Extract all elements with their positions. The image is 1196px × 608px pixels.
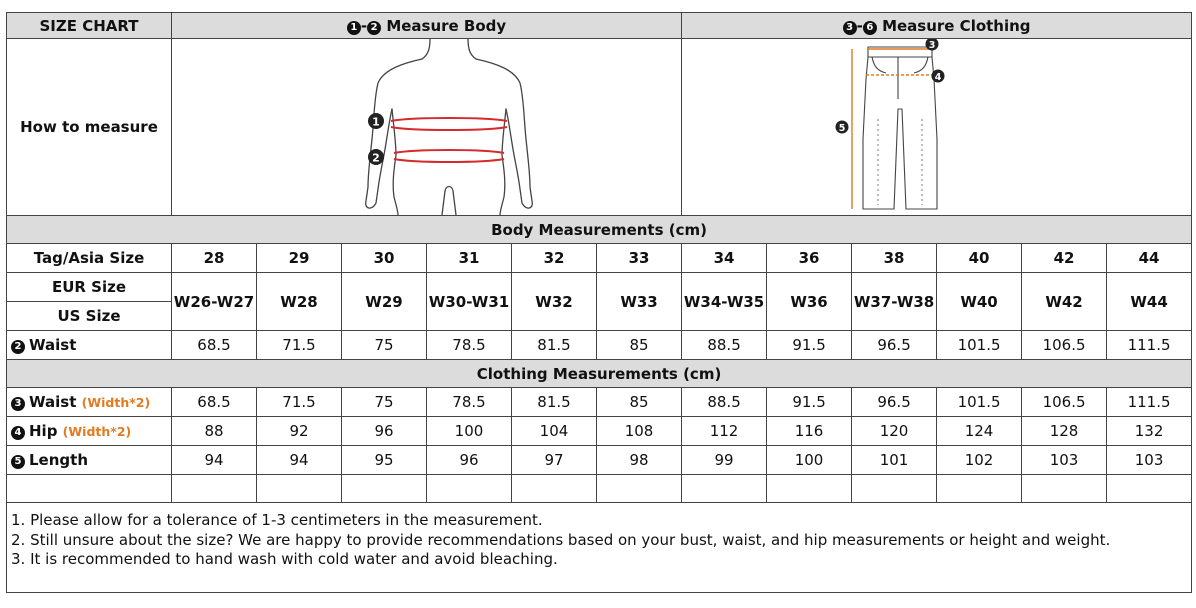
clothing-illustration-cell xyxy=(682,39,1192,216)
clothing-hip-value: 128 xyxy=(1022,417,1107,446)
eur-us-size-cell: W30-W31 xyxy=(427,273,512,331)
clothing-waist-value: 68.5 xyxy=(172,388,257,417)
tag-size-cell: 38 xyxy=(852,244,937,273)
clothing-length-row xyxy=(7,446,1192,475)
marker-icon: 2 xyxy=(11,340,25,354)
clothing-hip-value: 132 xyxy=(1107,417,1192,446)
how-to-measure-row xyxy=(7,39,1192,216)
clothing-waist-value: 101.5 xyxy=(937,388,1022,417)
tag-size-cell: 42 xyxy=(1022,244,1107,273)
clothing-hip-row xyxy=(7,417,1192,446)
clothing-hip-value: 92 xyxy=(257,417,342,446)
note-item: 3. It is recommended to hand wash with cold water and avoid bleaching. xyxy=(11,550,558,568)
clothing-length-value: 99 xyxy=(682,446,767,475)
tag-size-cell: 44 xyxy=(1107,244,1192,273)
clothing-hip-value: 124 xyxy=(937,417,1022,446)
clothing-marker-4: 4 xyxy=(934,71,942,83)
clothing-waist-row xyxy=(7,388,1192,417)
note-item: 2. Still unsure about the size? We are happy to provide recommendations based on your bust, waist, and hip measurements or height and weight. xyxy=(11,530,1111,549)
empty-cell xyxy=(767,475,852,503)
tag-size-cell: 40 xyxy=(937,244,1022,273)
empty-row xyxy=(7,475,1192,503)
body-waist-value: 78.5 xyxy=(427,331,512,360)
body-waist-value: 71.5 xyxy=(257,331,342,360)
clothing-length-value: 97 xyxy=(512,446,597,475)
clothing-marker-5: 5 xyxy=(838,122,846,134)
body-waist-row xyxy=(7,331,1192,360)
empty-cell xyxy=(597,475,682,503)
marker-icon: 3 xyxy=(843,21,857,35)
tag-size-cell: 33 xyxy=(597,244,682,273)
body-measurements-title: Body Measurements (cm) xyxy=(7,216,1192,244)
measure-clothing-title: Measure Clothing xyxy=(882,16,1031,35)
body-measurements-header-row xyxy=(7,216,1192,244)
clothing-length-value: 103 xyxy=(1107,446,1192,475)
header-row xyxy=(7,13,1192,39)
eur-us-size-cell: W36 xyxy=(767,273,852,331)
clothing-waist-value: 75 xyxy=(342,388,427,417)
clothing-hip-value: 100 xyxy=(427,417,512,446)
body-waist-value: 68.5 xyxy=(172,331,257,360)
body-marker-2: 2 xyxy=(372,151,380,165)
body-figure-icon xyxy=(172,39,682,215)
size-chart-title: SIZE CHART xyxy=(7,13,172,39)
clothing-length-value: 94 xyxy=(257,446,342,475)
clothing-waist-value: 106.5 xyxy=(1022,388,1107,417)
clothing-waist-value: 111.5 xyxy=(1107,388,1192,417)
measure-body-header: 1 - 2 Measure Body xyxy=(172,13,682,39)
tag-size-cell: 30 xyxy=(342,244,427,273)
clothing-length-label: 5 Length xyxy=(7,446,172,475)
clothing-length-value: 102 xyxy=(937,446,1022,475)
marker-icon: 3 xyxy=(11,397,25,411)
marker-icon: 2 xyxy=(367,21,381,35)
tag-size-cell: 29 xyxy=(257,244,342,273)
eur-us-size-cell: W37-W38 xyxy=(852,273,937,331)
marker-icon: 5 xyxy=(11,455,25,469)
body-marker-1: 1 xyxy=(372,115,380,129)
eur-us-size-cell: W33 xyxy=(597,273,682,331)
tag-size-cell: 28 xyxy=(172,244,257,273)
clothing-measurements-header-row xyxy=(7,360,1192,388)
clothing-length-value: 96 xyxy=(427,446,512,475)
tag-size-row xyxy=(7,244,1192,273)
clothing-waist-value: 71.5 xyxy=(257,388,342,417)
clothing-marker-3: 3 xyxy=(928,39,936,51)
clothing-waist-value: 96.5 xyxy=(852,388,937,417)
note-item: 1. Please allow for a tolerance of 1-3 centimeters in the measurement. xyxy=(11,511,543,529)
tag-size-label: Tag/Asia Size xyxy=(7,244,172,273)
empty-cell xyxy=(937,475,1022,503)
empty-cell xyxy=(512,475,597,503)
eur-us-size-cell: W34-W35 xyxy=(682,273,767,331)
empty-cell xyxy=(1022,475,1107,503)
body-waist-value: 75 xyxy=(342,331,427,360)
clothing-length-value: 95 xyxy=(342,446,427,475)
eur-us-size-cell: W42 xyxy=(1022,273,1107,331)
clothing-length-value: 101 xyxy=(852,446,937,475)
clothing-hip-value: 96 xyxy=(342,417,427,446)
eur-us-size-cell: W26-W27 xyxy=(172,273,257,331)
clothing-waist-value: 78.5 xyxy=(427,388,512,417)
marker-icon: 1 xyxy=(347,21,361,35)
clothing-length-value: 98 xyxy=(597,446,682,475)
notes-cell xyxy=(7,503,1192,593)
tag-size-cell: 36 xyxy=(767,244,852,273)
clothing-hip-value: 116 xyxy=(767,417,852,446)
empty-cell xyxy=(427,475,512,503)
clothing-length-value: 103 xyxy=(1022,446,1107,475)
body-waist-value: 111.5 xyxy=(1107,331,1192,360)
marker-icon: 6 xyxy=(863,21,877,35)
empty-cell xyxy=(852,475,937,503)
clothing-length-value: 94 xyxy=(172,446,257,475)
measure-clothing-header: 3 - 6 Measure Clothing xyxy=(682,13,1192,39)
pants-figure-icon xyxy=(682,39,1146,215)
body-illustration-cell xyxy=(172,39,682,216)
clothing-measurements-title: Clothing Measurements (cm) xyxy=(7,360,1192,388)
body-markers xyxy=(368,113,384,165)
clothing-hip-value: 88 xyxy=(172,417,257,446)
eur-us-size-cell: W29 xyxy=(342,273,427,331)
measure-body-title: Measure Body xyxy=(386,16,507,35)
empty-cell xyxy=(682,475,767,503)
empty-cell xyxy=(7,475,172,503)
tag-size-cell: 34 xyxy=(682,244,767,273)
body-waist-value: 91.5 xyxy=(767,331,852,360)
clothing-hip-label: 4 Hip (Width*2) xyxy=(7,417,172,446)
eur-us-size-cell: W44 xyxy=(1107,273,1192,331)
empty-cell xyxy=(1107,475,1192,503)
clothing-waist-value: 85 xyxy=(597,388,682,417)
body-waist-value: 85 xyxy=(597,331,682,360)
clothing-length-value: 100 xyxy=(767,446,852,475)
eur-size-label: EUR Size xyxy=(7,273,172,302)
eur-size-row xyxy=(7,273,1192,302)
clothing-hip-value: 112 xyxy=(682,417,767,446)
how-to-measure-label: How to measure xyxy=(7,39,172,216)
clothing-waist-value: 91.5 xyxy=(767,388,852,417)
body-waist-value: 106.5 xyxy=(1022,331,1107,360)
clothing-hip-value: 104 xyxy=(512,417,597,446)
empty-cell xyxy=(257,475,342,503)
body-waist-value: 81.5 xyxy=(512,331,597,360)
empty-cell xyxy=(172,475,257,503)
clothing-hip-value: 108 xyxy=(597,417,682,446)
tag-size-cell: 32 xyxy=(512,244,597,273)
tag-size-cell: 31 xyxy=(427,244,512,273)
clothing-hip-value: 120 xyxy=(852,417,937,446)
body-waist-value: 88.5 xyxy=(682,331,767,360)
clothing-waist-label: 3 Waist (Width*2) xyxy=(7,388,172,417)
eur-us-size-cell: W32 xyxy=(512,273,597,331)
body-waist-value: 101.5 xyxy=(937,331,1022,360)
clothing-waist-value: 81.5 xyxy=(512,388,597,417)
clothing-waist-value: 88.5 xyxy=(682,388,767,417)
empty-cell xyxy=(342,475,427,503)
notes-row xyxy=(7,503,1192,593)
eur-us-size-cell: W40 xyxy=(937,273,1022,331)
eur-us-size-cell: W28 xyxy=(257,273,342,331)
body-waist-label: 2 Waist xyxy=(7,331,172,360)
size-chart-table xyxy=(6,12,1192,593)
marker-icon: 4 xyxy=(11,426,25,440)
body-waist-value: 96.5 xyxy=(852,331,937,360)
us-size-label: US Size xyxy=(7,302,172,331)
